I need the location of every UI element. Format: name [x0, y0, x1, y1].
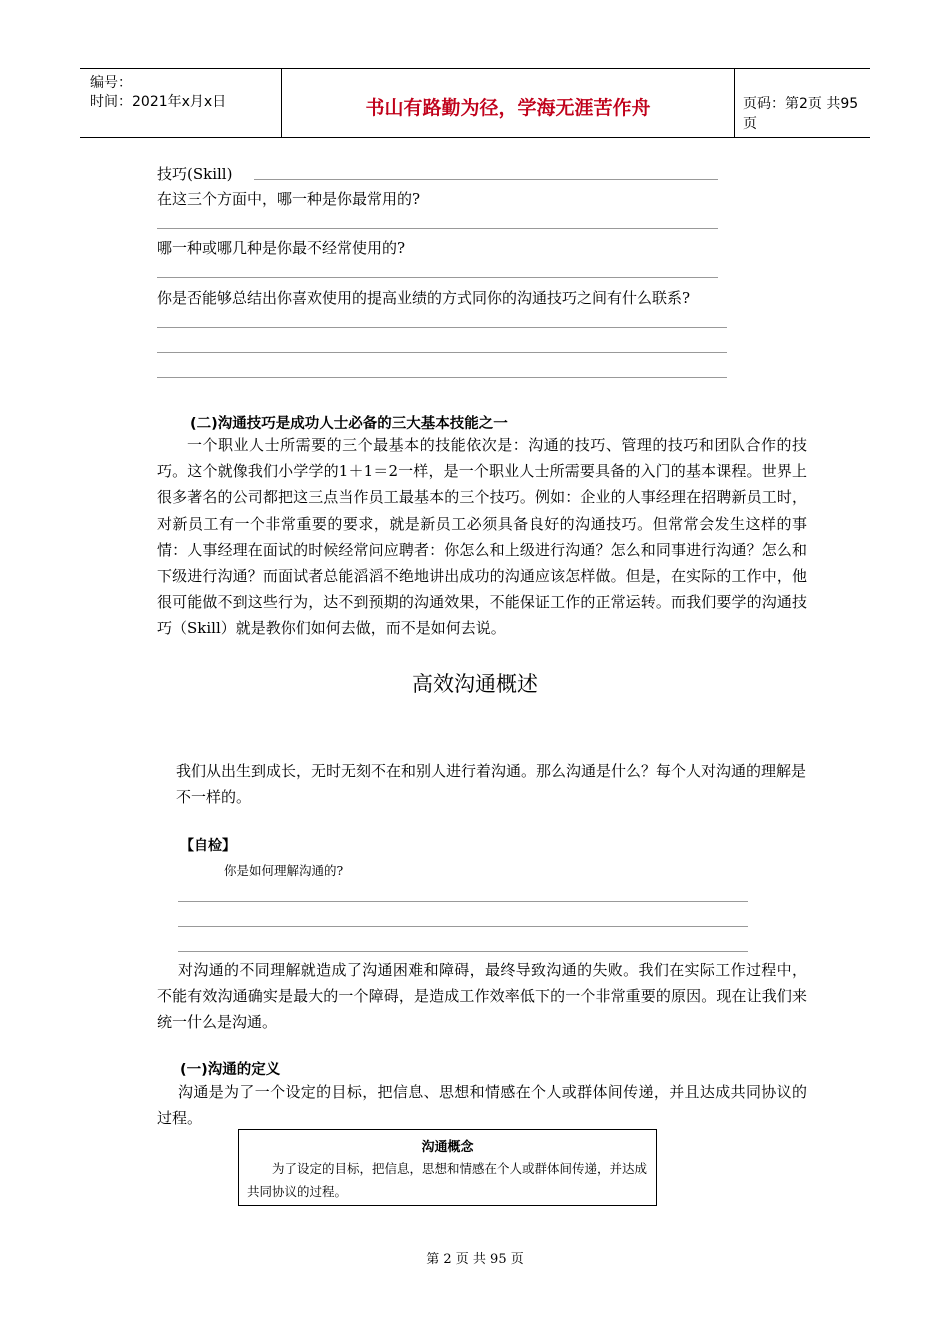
serial-label: 编号：: [90, 75, 132, 91]
answer-line: [157, 228, 718, 229]
answer-line: [178, 926, 748, 927]
chapter-title: 高效沟通概述: [412, 672, 538, 696]
question-2: 哪一种或哪几种是你最不经常使用的?: [157, 239, 406, 257]
definition-body: 沟通是为了一个设定的目标，把信息、思想和情感在个人或群体间传递，并且达成共同协议的过程。: [157, 1083, 807, 1128]
page-header: [80, 68, 870, 138]
chapter-intro: 我们从出生到成长，无时无刻不在和别人进行着沟通。那么沟通是什么？每个人对沟通的理解是不一样的。: [176, 762, 807, 807]
answer-line: [157, 352, 727, 353]
header-motto: 书山有路勤为径，学海无涯苦作舟: [365, 97, 651, 119]
selfcheck-label: 【自检】: [180, 838, 236, 854]
answer-line: [157, 327, 727, 328]
answer-line: [254, 179, 718, 180]
header-left-cell: [80, 69, 281, 137]
header-center-cell: [281, 69, 735, 137]
skill-line-label: 技巧(Skill): [157, 165, 233, 183]
section-body: 一个职业人士所需要的三个最基本的技能依次是：沟通的技巧、管理的技巧和团队合作的技巧。这个就像我们小学学的1＋1＝2一样，是一个职业人士所需要具备的入门的基本课程。世界上很多著名的公司都把这三点当作员工最基本的三个技巧。例如：企业的人事经理在招聘新员工时，对新员工有一个非常重要的要求，就是新员工必须具备良好的沟通技巧。但常常会发生这样的事情：人事经理在面试的时候经常问应聘者：你怎么和上级进行沟通？怎么和同事进行沟通？怎么和下级进行沟通？而面试者总能滔滔不绝地讲出成功的沟通应该怎样做。但是，在实际的工作中，他很可能做不到这些行为，达不到预期的沟通效果，不能保证工作的正常运转。而我们要学的沟通技巧（Skill）就是教你们如何去做，而不是如何去说。: [157, 436, 807, 638]
answer-line: [178, 901, 748, 902]
answer-line: [157, 277, 718, 278]
answer-line: [178, 951, 748, 952]
page-label: 页码：第2页 共95页: [743, 96, 859, 132]
concept-box-body: 为了设定的目标，把信息，思想和情感在个人或群体间传递，并达成共同协议的过程。: [247, 1161, 648, 1199]
selfcheck-question: 你是如何理解沟通的?: [224, 863, 344, 878]
concept-box-title: 沟通概念: [421, 1140, 474, 1155]
definition-heading: (一)沟通的定义: [180, 1062, 281, 1078]
time-label: 时间：2021年x月x日: [90, 94, 227, 110]
section-heading: (二)沟通技巧是成功人士必备的三大基本技能之一: [190, 416, 508, 432]
question-1: 在这三个方面中，哪一种是你最常用的?: [157, 190, 421, 208]
answer-line: [157, 377, 727, 378]
after-check-paragraph: 对沟通的不同理解就造成了沟通困难和障碍，最终导致沟通的失败。我们在实际工作过程中，不能有效沟通确实是最大的一个障碍，是造成工作效率低下的一个非常重要的原因。现在让我们来统一什么是沟通。: [157, 961, 807, 1032]
concept-box: [238, 1129, 657, 1206]
page-footer: 第 2 页 共 95 页: [426, 1252, 524, 1267]
header-right-cell: [733, 69, 870, 137]
question-3: 你是否能够总结出你喜欢使用的提高业绩的方式同你的沟通技巧之间有什么联系?: [157, 289, 691, 307]
